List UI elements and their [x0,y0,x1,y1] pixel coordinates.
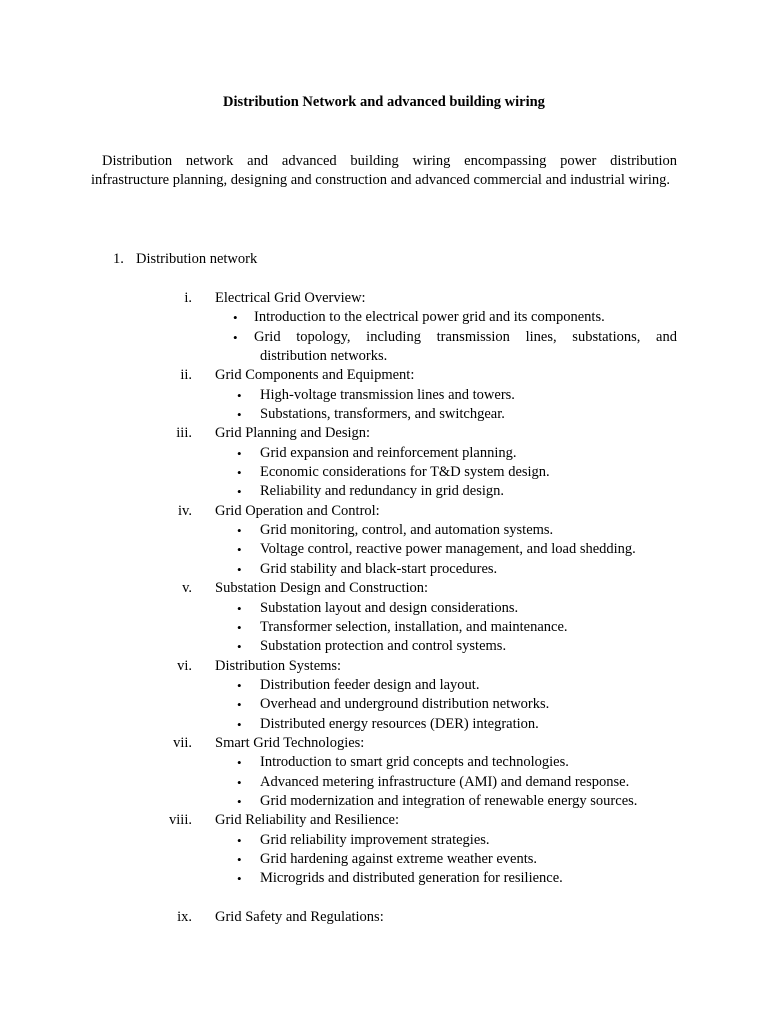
bullet-item [0,463,768,482]
bullet-icon: • [237,619,242,635]
item-heading: Grid Safety and Regulations: [215,909,384,925]
bullet-item [0,386,768,405]
bullet-icon: • [237,465,242,481]
bullet-icon: • [237,871,242,887]
bullet-text: Distribution feeder design and layout. [260,676,480,693]
item-numeral: iii. [176,425,192,442]
bullet-continuation [0,347,768,366]
section-title: Distribution network [136,251,258,267]
bullet-item [0,540,768,559]
bullet-text: Grid hardening against extreme weather events. [260,850,538,867]
bullet-item [0,405,768,424]
bullet-item [0,695,768,714]
bullet-item [0,850,768,869]
bullet-icon: • [233,310,238,326]
bullet-icon: • [237,542,242,558]
bullet-item [0,676,768,695]
outline-list [0,289,768,927]
outline-item [0,734,768,753]
item-heading: Grid Planning and Design: [215,425,371,442]
bullet-text: Grid topology, including transmission lines, substations, and [254,328,677,345]
item-numeral: ix. [177,909,192,925]
bullet-icon: • [237,755,242,771]
bullet-text: Substation layout and design considerations. [260,599,519,616]
bullet-icon: • [237,774,242,790]
bullet-icon: • [237,484,242,500]
item-heading: Grid Reliability and Resilience: [215,812,400,829]
item-numeral: i. [184,290,192,306]
bullet-text: Grid reliability improvement strategies. [260,831,490,848]
outline-item [0,424,768,443]
bullet-icon: • [237,407,242,423]
bullet-text: Grid expansion and reinforcement planning. [260,444,517,461]
outline-item [0,657,768,676]
bullet-item [0,753,768,772]
bullet-item [0,618,768,637]
spacer [0,889,768,908]
bullet-text: Grid stability and black-start procedures. [260,560,498,577]
bullet-item [0,482,768,501]
item-heading: Substation Design and Construction: [215,580,429,597]
bullet-text: Substations, transformers, and switchgear. [260,406,505,423]
item-heading: Grid Components and Equipment: [215,367,415,384]
bullet-text: Introduction to the electrical power grid and its components. [254,309,605,326]
bullet-text: Grid modernization and integration of renewable energy sources. [260,792,638,809]
bullet-text: Voltage control, reactive power management, and load shedding. [260,541,636,558]
bullet-item [0,521,768,540]
item-numeral: vii. [173,734,192,751]
bullet-icon: • [237,793,242,809]
bullet-item [0,599,768,618]
bullet-item [0,869,768,888]
item-numeral: viii. [169,812,192,829]
bullet-text: Advanced metering infrastructure (AMI) and demand response. [260,773,630,790]
bullet-text: Distributed energy resources (DER) integration. [260,715,539,732]
bullet-item [0,444,768,463]
outline-item [0,289,768,308]
bullet-item [0,773,768,792]
bullet-text: High-voltage transmission lines and towers. [260,386,515,403]
bullet-text: Grid monitoring, control, and automation systems. [260,522,554,539]
item-numeral: iv. [178,502,192,519]
bullet-item [0,831,768,850]
bullet-icon: • [237,600,242,616]
bullet-icon: • [233,329,238,345]
outline-item [0,579,768,598]
bullet-item [0,637,768,656]
bullet-icon: • [237,677,242,693]
bullet-icon: • [237,832,242,848]
item-numeral: vi. [177,657,192,674]
item-heading: Smart Grid Technologies: [215,734,365,751]
bullet-text: Introduction to smart grid concepts and technologies. [260,754,569,771]
bullet-icon: • [237,387,242,403]
document-title: Distribution Network and advanced building wiring [223,94,545,110]
bullet-text: Economic considerations for T&D system design. [260,464,550,481]
bullet-icon: • [237,561,242,577]
bullet-text: Reliability and redundancy in grid design. [260,483,505,500]
bullet-text: distribution networks. [260,348,388,365]
item-heading: Electrical Grid Overview: [215,290,366,306]
outline-item [0,908,768,927]
bullet-item [0,560,768,579]
intro-paragraph: Distribution network and advanced building wiring encompassing power distribution infrastructure planning, designing and construction and advanced commercial and industrial wiring. [91,153,677,189]
section-number: 1. [113,251,124,267]
outline-item [0,502,768,521]
bullet-item [0,328,768,347]
bullet-text: Transformer selection, installation, and maintenance. [260,618,568,635]
bullet-icon: • [237,523,242,539]
item-heading: Distribution Systems: [215,657,342,674]
item-heading: Grid Operation and Control: [215,502,380,519]
outline-item [0,366,768,385]
bullet-icon: • [237,851,242,867]
outline-item [0,811,768,830]
bullet-item [0,715,768,734]
bullet-text: Substation protection and control systems. [260,638,507,655]
bullet-item [0,792,768,811]
bullet-icon: • [237,697,242,713]
bullet-icon: • [237,716,242,732]
bullet-text: Overhead and underground distribution networks. [260,696,550,713]
bullet-icon: • [237,639,242,655]
bullet-icon: • [237,445,242,461]
bullet-text: Microgrids and distributed generation for resilience. [260,870,563,887]
item-numeral: v. [182,580,192,597]
bullet-item [0,308,768,327]
item-numeral: ii. [180,367,192,384]
